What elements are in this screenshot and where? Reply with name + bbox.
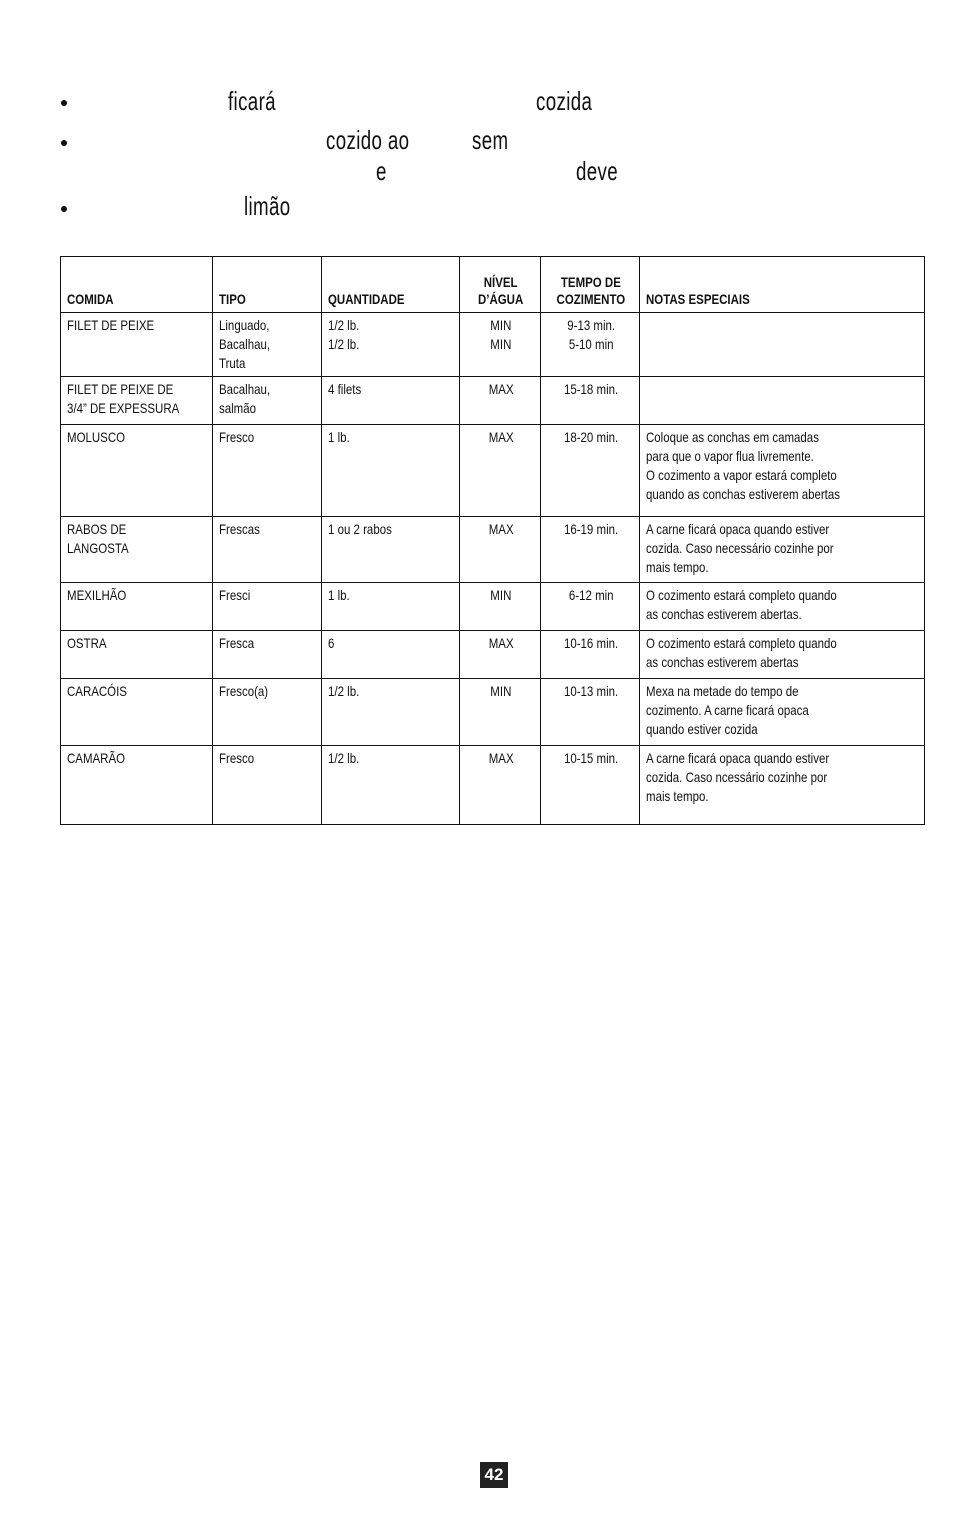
header-tipo: TIPO <box>213 257 322 313</box>
header-tempo: TEMPO DE COZIMENTO <box>541 257 640 313</box>
table-row <box>61 679 925 746</box>
bullet-3-word-1: limão <box>244 191 291 221</box>
cell-quantidade: 1/2 lb. <box>322 679 460 746</box>
cell-comida: OSTRA <box>61 631 213 679</box>
cell-quantidade: 1/2 lb. <box>322 746 460 825</box>
bullet-dot-2 <box>61 140 67 146</box>
table-row <box>61 425 925 517</box>
cell-comida: FILET DE PEIXE <box>61 313 213 377</box>
cell-notas: A carne ficará opaca quando estiver cozida. Caso necessário cozinhe por mais tempo. <box>640 517 925 583</box>
cell-notas: Mexa na metade do tempo de cozimento. A carne ficará opaca quando estiver cozida <box>640 679 925 746</box>
cell-comida: MOLUSCO <box>61 425 213 517</box>
cell-nivel: MIN <box>460 583 541 631</box>
steaming-table-wrapper <box>60 256 925 825</box>
bullet-2b-word-1: e <box>376 156 387 186</box>
bullet-1-word-1: ficará <box>228 86 276 116</box>
cell-notas <box>640 377 925 425</box>
cell-tempo: 6-12 min <box>541 583 640 631</box>
cell-comida: RABOS DE LANGOSTA <box>61 517 213 583</box>
cell-tempo: 16-19 min. <box>541 517 640 583</box>
header-quantidade: QUANTIDADE <box>322 257 460 313</box>
cell-nivel: MIN <box>460 679 541 746</box>
steaming-table <box>60 256 925 825</box>
cell-comida: MEXILHÃO <box>61 583 213 631</box>
cell-quantidade: 6 <box>322 631 460 679</box>
table-header-row <box>61 257 925 313</box>
table-row <box>61 746 925 825</box>
bullet-2-word-2: sem <box>472 125 509 155</box>
table-row <box>61 313 925 377</box>
cell-notas: Coloque as conchas em camadas para que o vapor flua livremente. O cozimento a vapor estará completo quando as conchas estiverem abertas <box>640 425 925 517</box>
cell-quantidade: 1/2 lb. 1/2 lb. <box>322 313 460 377</box>
cell-nivel: MAX <box>460 517 541 583</box>
cell-notas: A carne ficará opaca quando estiver cozida. Caso ncessário cozinhe por mais tempo. <box>640 746 925 825</box>
cell-notas: O cozimento estará completo quando as conchas estiverem abertas. <box>640 583 925 631</box>
cell-tipo: Bacalhau, salmão <box>213 377 322 425</box>
cell-notas <box>640 313 925 377</box>
table-row <box>61 517 925 583</box>
cell-tipo: Linguado, Bacalhau, Truta <box>213 313 322 377</box>
cell-quantidade: 1 lb. <box>322 425 460 517</box>
cell-tipo: Fresci <box>213 583 322 631</box>
bullet-2-word-1: cozido ao <box>326 125 410 155</box>
cell-nivel: MAX <box>460 631 541 679</box>
cell-comida: CAMARÃO <box>61 746 213 825</box>
cell-comida: FILET DE PEIXE DE 3/4” DE EXPESSURA <box>61 377 213 425</box>
cell-tipo: Fresca <box>213 631 322 679</box>
bullet-2b-word-2: deve <box>576 156 619 186</box>
cell-tempo: 9-13 min. 5-10 min <box>541 313 640 377</box>
page-number: 42 <box>480 1462 508 1488</box>
cell-tempo: 10-15 min. <box>541 746 640 825</box>
cell-tipo: Fresco <box>213 425 322 517</box>
cell-nivel: MAX <box>460 746 541 825</box>
header-notas: NOTAS ESPECIAIS <box>640 257 925 313</box>
cell-tempo: 15-18 min. <box>541 377 640 425</box>
bullet-dot-1 <box>61 100 67 106</box>
cell-tempo: 10-13 min. <box>541 679 640 746</box>
bullet-1-word-2: cozida <box>536 86 593 116</box>
bullet-dot-3 <box>61 206 67 212</box>
cell-tipo: Fresco(a) <box>213 679 322 746</box>
table-row <box>61 583 925 631</box>
cell-quantidade: 1 lb. <box>322 583 460 631</box>
cell-tempo: 18-20 min. <box>541 425 640 517</box>
cell-quantidade: 1 ou 2 rabos <box>322 517 460 583</box>
cell-nivel: MIN MIN <box>460 313 541 377</box>
table-row <box>61 377 925 425</box>
cell-nivel: MAX <box>460 377 541 425</box>
table-row <box>61 631 925 679</box>
header-comida: COMIDA <box>61 257 213 313</box>
cell-quantidade: 4 filets <box>322 377 460 425</box>
header-nivel: NÍVEL D’ÁGUA <box>460 257 541 313</box>
cell-tipo: Frescas <box>213 517 322 583</box>
cell-nivel: MAX <box>460 425 541 517</box>
cell-notas: O cozimento estará completo quando as conchas estiverem abertas <box>640 631 925 679</box>
cell-tipo: Fresco <box>213 746 322 825</box>
cell-comida: CARACÓIS <box>61 679 213 746</box>
cell-tempo: 10-16 min. <box>541 631 640 679</box>
